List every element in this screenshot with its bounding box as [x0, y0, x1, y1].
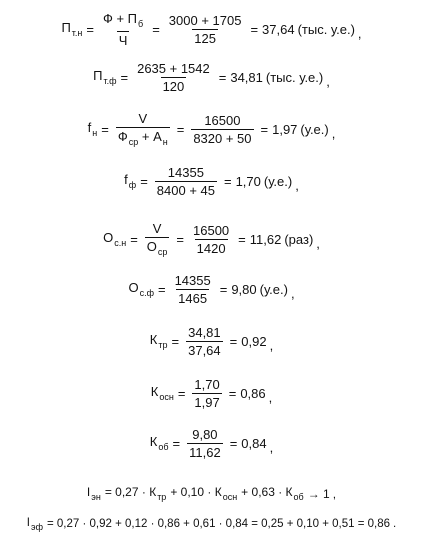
- formula-planned-labor-productivity: [0, 12, 423, 47]
- fraction-denominator: $О_{ср}$: [146, 239, 168, 257]
- formula-actual-labor-productivity: [0, 62, 423, 93]
- punctuation: ,: [316, 236, 320, 251]
- formula-lhs: $П_{т.ф}$: [93, 68, 117, 86]
- formula-unit: (тыс. у.е.): [297, 22, 355, 37]
- fraction: [186, 326, 223, 357]
- formula-lhs: $К_{тр}$: [149, 332, 168, 350]
- formula-term: = $0,27 \cdot К_{тр}$: [104, 485, 167, 502]
- formula-rhs: = 0,27 · 0,92 + 0,12 · 0,86 + 0,61 · 0,84 = 0,25 + 0,10 + 0,51 = 0,86: [46, 518, 391, 531]
- equals-sign: =: [120, 70, 129, 85]
- equals-sign: =: [86, 22, 94, 37]
- fraction: [155, 166, 217, 197]
- fraction-numerator: 9,80: [192, 427, 218, 442]
- formula-result: 11,62: [249, 232, 282, 247]
- fraction-numerator: $Ф + П_б$: [102, 11, 144, 29]
- formula-result: 0,86: [240, 386, 266, 401]
- equals-sign: =: [260, 122, 269, 137]
- fraction: [145, 222, 170, 257]
- formula-unit: (тыс. у.е.): [265, 70, 324, 85]
- formula-term: + $0,10 \cdot К_{осн}$: [170, 485, 238, 502]
- formula-coefficient-ob: [0, 428, 423, 459]
- formula-result: 9,80: [231, 282, 257, 297]
- fraction-numerator: 14355: [167, 165, 204, 180]
- fraction-numerator: V: [138, 111, 148, 126]
- equals-sign: =: [250, 22, 259, 37]
- punctuation: ,: [332, 487, 337, 501]
- formula-lhs: $О_{с.н}$: [103, 230, 127, 248]
- formula-unit: (раз): [284, 232, 314, 247]
- equals-sign: =: [177, 386, 186, 401]
- fraction: [167, 14, 244, 45]
- punctuation: ,: [268, 390, 273, 405]
- fraction: [135, 62, 212, 93]
- formula-lhs: $К_{об}$: [149, 434, 169, 452]
- fraction-denominator: 120: [162, 79, 185, 94]
- formula-actual-turnover: [0, 274, 423, 305]
- formula-unit: (у.е.): [259, 282, 288, 297]
- fraction-denominator: $Ф_{ср} + А_н$: [117, 129, 168, 147]
- formula-result: 37,64: [262, 22, 295, 37]
- fraction-denominator: 37,64: [188, 343, 221, 358]
- punctuation: ,: [269, 440, 274, 455]
- fraction: [173, 274, 213, 305]
- fraction-denominator: 1465: [178, 291, 208, 306]
- fraction-denominator: 8400 + 45: [156, 183, 215, 198]
- formula-efficiency-index-planned: [0, 486, 423, 502]
- formula-unit: (у.е.): [300, 122, 329, 137]
- equals-sign: =: [238, 232, 246, 247]
- equals-sign: =: [140, 174, 148, 189]
- fraction-numerator: 34,81: [188, 325, 221, 340]
- equals-sign: =: [101, 122, 109, 137]
- formula-lhs: $I_{эф}$: [26, 517, 43, 532]
- formula-lhs: $П_{т.н}$: [61, 20, 83, 38]
- equals-sign: =: [130, 232, 138, 247]
- formula-lhs: $f_н$: [87, 120, 98, 138]
- equals-sign: =: [229, 334, 238, 349]
- fraction-denominator: 1,97: [194, 395, 220, 410]
- formula-planned-turnover: [0, 222, 423, 257]
- formula-result: 1,97: [272, 122, 298, 137]
- formula-unit: (у.е.): [263, 174, 293, 189]
- equals-sign: =: [157, 282, 166, 297]
- fraction-denominator: 125: [194, 31, 216, 46]
- equals-sign: =: [176, 232, 185, 247]
- formula-result: 0,84: [241, 436, 267, 451]
- fraction: [116, 112, 170, 147]
- punctuation: ,: [269, 338, 274, 353]
- fraction: [101, 12, 145, 47]
- formula-result: 34,81: [230, 70, 263, 85]
- formula-coefficient-osn: [0, 378, 423, 409]
- fraction: [191, 114, 253, 145]
- formula-tail: → 1: [307, 487, 330, 501]
- equals-sign: =: [219, 282, 228, 297]
- equals-sign: =: [218, 70, 227, 85]
- equals-sign: =: [176, 122, 185, 137]
- formula-lhs: $О_{с.ф}$: [128, 280, 154, 298]
- formula-result: 1,70: [235, 174, 261, 189]
- equals-sign: =: [228, 386, 237, 401]
- equals-sign: =: [229, 436, 238, 451]
- punctuation: ,: [326, 74, 330, 89]
- equals-sign: =: [223, 174, 232, 189]
- equals-sign: =: [152, 22, 160, 37]
- fraction: [192, 378, 221, 409]
- formula-actual-capital-productivity: [0, 166, 423, 197]
- fraction: [191, 224, 231, 255]
- formula-result: 0,92: [241, 334, 267, 349]
- formula-term: + $0,63 \cdot К_{об}$: [241, 485, 304, 502]
- fraction-numerator: 3000 + 1705: [168, 13, 242, 28]
- fraction-denominator: 8320 + 50: [193, 131, 252, 146]
- fraction-denominator: Ч: [118, 33, 128, 48]
- formula-lhs: $I_{эн}$: [86, 485, 101, 502]
- formula-lhs: $f_ф$: [124, 172, 137, 190]
- fraction-numerator: V: [152, 221, 162, 236]
- fraction: [187, 428, 223, 459]
- fraction-numerator: 16500: [193, 223, 230, 238]
- fraction-denominator: 11,62: [189, 445, 221, 460]
- punctuation: .: [393, 518, 397, 531]
- fraction-numerator: 2635 + 1542: [137, 61, 210, 76]
- punctuation: ,: [357, 26, 362, 41]
- fraction-denominator: 1420: [196, 241, 226, 256]
- punctuation: ,: [295, 178, 299, 193]
- formula-coefficient-tr: [0, 326, 423, 357]
- punctuation: ,: [331, 126, 336, 141]
- formula-planned-capital-productivity: [0, 112, 423, 147]
- formula-efficiency-index-actual: [0, 518, 423, 532]
- equals-sign: =: [171, 334, 180, 349]
- fraction-numerator: 1,70: [194, 377, 220, 392]
- fraction-numerator: 14355: [174, 273, 211, 288]
- punctuation: ,: [290, 286, 295, 301]
- equals-sign: =: [172, 436, 181, 451]
- fraction-numerator: 16500: [204, 113, 241, 128]
- formula-lhs: $К_{осн}$: [150, 384, 174, 402]
